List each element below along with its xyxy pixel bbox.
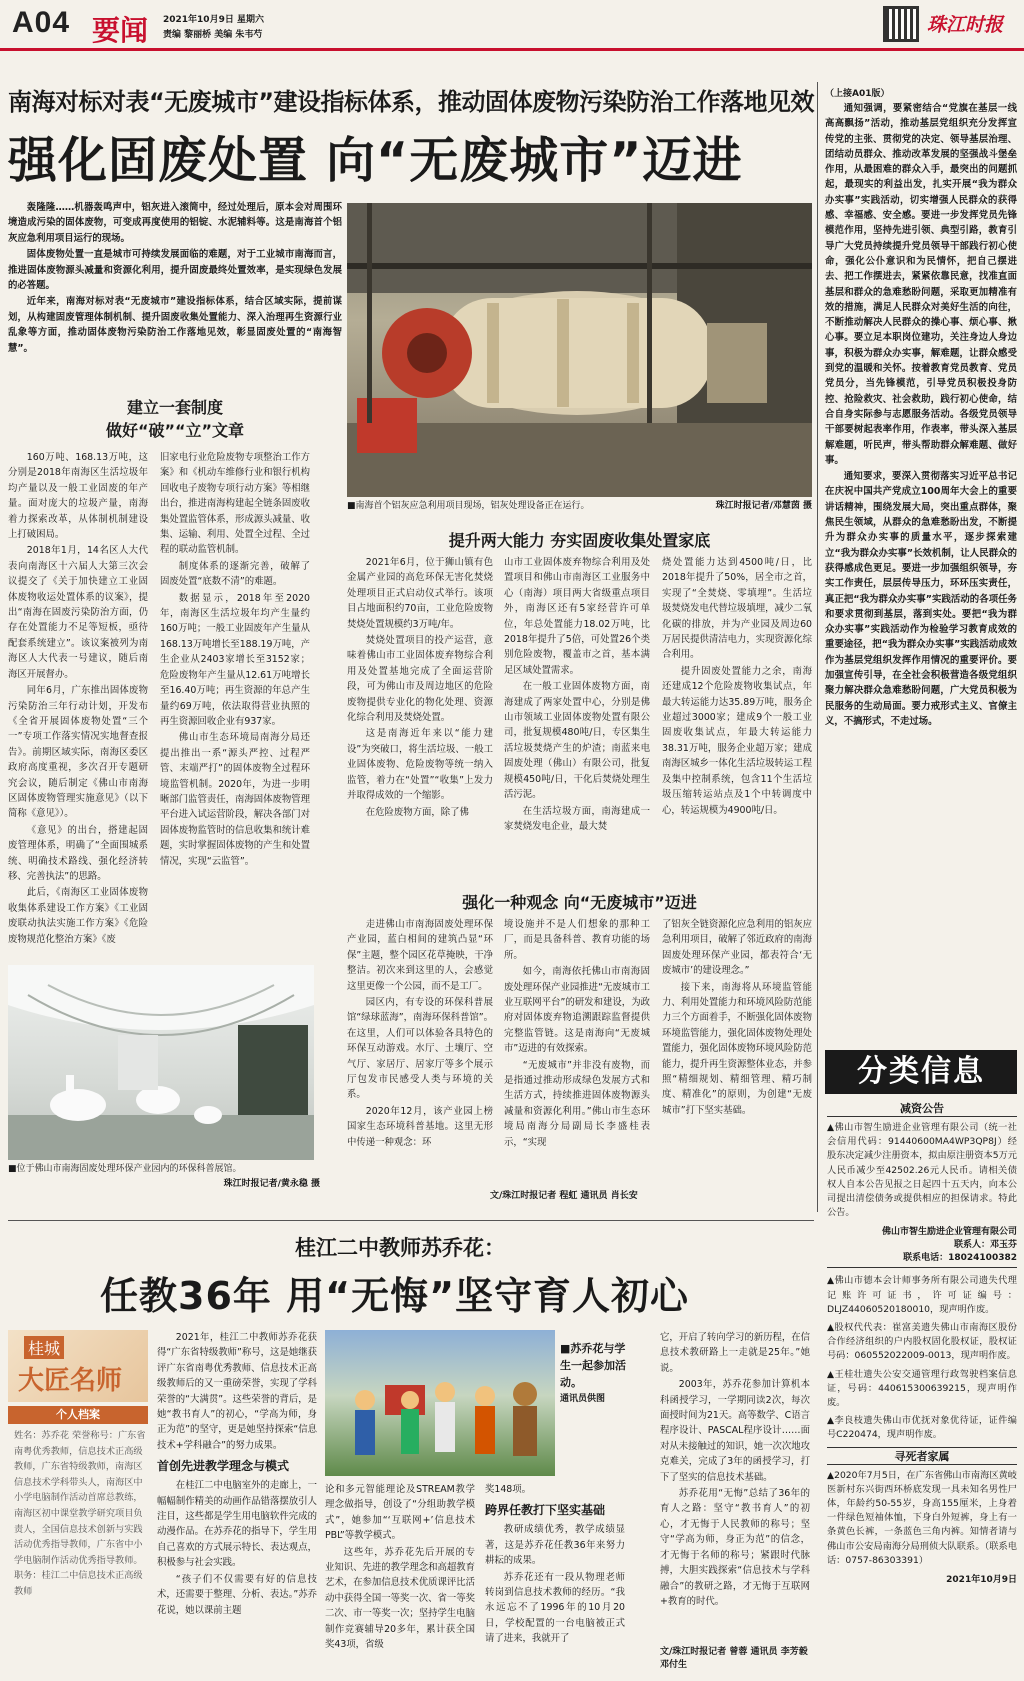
body-paragraph: 苏乔花用“无悔”总结了36年的育人之路：坚守“教书育人”的初心，才无悔于人民教师的称号；坚守“学高为师，身正为范”的信念，才无悔于名师的称号；紧跟时代脉搏，大胆实践探索“信息技术与学科融合”的教研之路，才无悔于互联网+教育的时代。 — [660, 1488, 810, 1607]
teacher-column-1 — [157, 1330, 317, 1619]
body-paragraph: 园区内，有专设的环保科普展馆“绿球蓝海”，南海环保科普馆”。在这里，人们可以体验各具特色的环保互动游戏。水厅、土壤厅、空气厅、家居厅、居家厅等多个展示厅包发市民感受人类与环境的关系。 — [347, 997, 493, 1101]
badge-line-1: 桂城 — [24, 1336, 64, 1359]
exhibit-illustration — [8, 965, 314, 1160]
lead-byline: 文/珠江时报记者 程虹 通讯员 肖长安 — [490, 1191, 638, 1201]
section1-column-1 — [8, 450, 148, 948]
lost-notice: ▲佛山市德本会计师事务所有限公司遗失代理记账许可证书，许可证编号：DLJZ44060520180010，现声明作废。 — [827, 1275, 1017, 1315]
page-number: A04 — [12, 6, 71, 39]
photo2-caption — [8, 1163, 318, 1176]
body-paragraph: “孩子们不仅需要有好的信息技术，还需要于整理、分析、表达。”苏乔花说，她以课前主题 — [157, 1573, 317, 1616]
body-paragraph: 通知要求，要深入贯彻落实习近平总书记在庆祝中国共产党成立100周年大会上的重要讲话精神，围绕发展大局，突出重点群体，聚焦民生领域，从群众的急难愁盼出发，不断提升为群众办实事的质量水平，逐步探索建立“我为群众办实事”长效机制，让人民群众的获得感成色更足。要进一步加强组织领导，夯实工作责任，层层传导压力，环环压实责任，真正把“我为群众办实事”实践活动的各项任务和要求贯彻到基层，落到实处。要把“我为群众办实事”实践活动作为检验学习教育成效的重要途径，把“我为群众办实事”实践活动成效作为基层党组织发挥作用情况的重要评价。要加强宣传引导，在全社会积极营造各级党组织聚力解决群众急难愁盼问题，广大党员积极为民服务的生动局面。要力戒形式主义、官僚主义，不搞形式，不走过场。 — [825, 471, 1017, 727]
body-paragraph: 在危险废物方面，除了佛 — [365, 806, 469, 818]
teacher-subhead-2: 跨界任教打下坚实基础 — [485, 1503, 606, 1518]
teacher-photo-illustration — [325, 1330, 555, 1476]
notice-sign: 佛山市智生励进企业管理有限公司 — [881, 1227, 1017, 1238]
section2-column-3 — [662, 555, 812, 819]
profile-title: 个人档案 — [8, 1406, 148, 1424]
equipment-photo — [347, 203, 812, 497]
caption-marker: ■ — [8, 1164, 17, 1174]
body-paragraph: 2021年6月，位于狮山镇有色金属产业园的高危环保无害化焚烧处理项目正式启动仪式举行。该项目占地面积约70亩，工业危险废物焚烧处置规模约3万吨/年。 — [347, 557, 493, 630]
notice-text: ▲佛山市智生励进企业管理有限公司（统一社会信用代码：91440600MA4WP3QP8J）经股东决定减少注册资本，拟由原注册资本5万元人民币减少至42502.26元人民币。请相关债权人自本公告见报之日起四十五天内，向本公司提出清偿债务或提供相应的担保请求。特此公告。 — [827, 1122, 1017, 1219]
body-paragraph: 接下来，南海将从环境监管能力、利用处置能力和环境风险防范能力三个方面着手，不断强化固体废物环境监管能力，强化固体废物处理处置能力，强化固体废物环境风险防范能力，提升再生资源整体业态，并参照“精细规划、精细管理、精巧制度、精准化”的原则，为创建“无废城市”打下坚实基础。 — [662, 981, 813, 1116]
body-paragraph: 走进佛山市南海固废处理环保产业园，蓝白相间的建筑凸显“环保”主题，整个园区花草掩映，干净整洁。初次来到这里的人，会感觉这里更像一个公园，而不是工厂。 — [347, 919, 493, 992]
photo2-caption-text: 位于佛山市南海固废处理环保产业园内的环保科普展馆。 — [16, 1164, 242, 1174]
intro-paragraph: 轰隆隆……机器轰鸣声中，铝灰进入滚筒中，经过处理后，原本会对周围环境造成污染的固体废物，可变成再度使用的铝锭、水泥辅料等。这是南海首个铝灰应急利用项目运行的现场。 — [8, 202, 342, 244]
lead-intro — [8, 200, 342, 357]
body-paragraph: 这是南海近年来以“能力建设”为突破口，将生活垃圾、一般工业固体废物、危险废物等统一纳入监管，着力在“处置”“收集”上发力并取得成效的一个缩影。 — [347, 728, 493, 802]
qr-code-icon — [883, 6, 919, 42]
notice-title: 减资公告 — [827, 1100, 1017, 1117]
body-paragraph: 提升固废处置能力之余，南海还建成12个危险废物收集试点，年最大转运能力达35.89万吨，服务企业超过3000家；建成9个一般工业固废收集试点，年最大转运能力38.31万吨，服务企业超万家；建成南海区城乡一体化生活垃圾转运工程及集中控制系统，包含11个生活垃圾压缩转运站点及1个中转调度中心，转运规模为4900吨/日。 — [662, 665, 813, 816]
body-paragraph: 它，开启了转向学习的新历程，在信息技术教研路上一走就是25年。”她说。 — [660, 1332, 811, 1374]
body-paragraph: 焚烧处置项目的投产运营，意味着佛山市工业固体废弃物综合利用及处置基地完成了全面运营阶段，可为佛山市及周边地区的危险废物提供专业化的物化处理、资源化综合利用及焚烧处置。 — [347, 635, 493, 724]
column-divider — [817, 82, 818, 1212]
body-paragraph: 教研成绩优秀，教学成绩显著，这是苏乔花任教36年来努力耕耘的成果。 — [485, 1524, 625, 1567]
body-paragraph: 佛山市生态环境局南海分局还提出推出一系“源头严控、过程严管、末端严打”的固体废物全过程环境监管机制。2020年，为进一步明晰部门监管责任，南海固体废物管理平台进入试运营阶段，解决各部门对固体废物监管时的信息收集和统计难题，实时掌握固体废物的产生和处置情况，实现“云监管”。 — [160, 732, 311, 867]
section3-column-1 — [347, 917, 493, 1151]
intro-paragraph: 近年来，南海对标对表“无废城市”建设指标体系，结合区域实际，提前谋划，从构建固废管理体制机制、提升固废收集处置能力、深入治理再生资源行业乱象等方面，推动固体废物污染防治工作落地见效，彰显固废处置的“南海智慧”。 — [8, 296, 342, 354]
body-paragraph: 如今，南海依托佛山市南海固废处理环保产业园推进“无废城市工业互联网平台”的研发和建设，为政府对固体废弃物追溯跟踪监督提供完整监管链。这是南海向“无废城市”迈进的有效探索。 — [504, 966, 650, 1055]
caption-marker: ■ — [560, 1342, 571, 1355]
teacher-photo-caption-text: 苏乔花与学生一起参加活动。 — [560, 1342, 626, 1389]
body-paragraph: 此后，《南海区工业固体废物收集体系建设工作方案》《工业固废联动执法实施工作方案》《危险废物规范化整治方案》《废 — [8, 887, 148, 945]
body-paragraph: 境设施并不是人们想象的那种工厂，而是具备科普、教育功能的场所。 — [504, 919, 650, 961]
body-paragraph: 《意见》的出台，搭建起固废管理体系，明确了“全面围城系统、明确技术路线、强化经济转移、完善执法”的思路。 — [8, 824, 148, 882]
right-column-text — [825, 101, 1017, 730]
body-paragraph: 这些年，苏乔花先后开展的专业知识、先进的教学理念和高超教育艺术，在参加信息技术优质课评比活动中获得全国一等奖一次、省一等奖二次、市一等奖一次；坚持学生电脑制作竞赛辅导20多年，累计获全国奖43项，省级 — [325, 1546, 476, 1651]
body-paragraph: 2021年，桂江二中教师苏乔花获得“广东省特级教师”称号，这是她继获评广东省南粤优秀教师、信息技术正高级教师后的又一重磅荣誉，实现了学科荣誉的“大满贯”。这些荣誉的背后，是她“教书育人”的初心，“学高为师，身正为范”的坚守，更是她坚持探索“信息技术+学科融合”的努力成果。 — [157, 1332, 317, 1451]
profile-text: 姓名：苏乔花 荣誉称号：广东省南粤优秀教师，信息技术正高级教师，广东省特级教师，南海区信息技术学科带头人，南海区中小学电脑制作活动首席总教练，南海区初中课堂教学研究项目负责人，全国信息技术创新与实践活动优秀指导教师，广东省中小学电脑制作活动优秀指导教师。 职务：桂江二中信息技术正高级教师 — [14, 1430, 146, 1597]
editors-line: 责编 黎丽桥 美编 朱韦芍 — [163, 30, 263, 40]
section2-column-1 — [347, 555, 493, 821]
section3-column-3 — [662, 917, 812, 1119]
photo1-caption-text: 南海首个铝灰应急利用项目现场，铝灰处理设备正在运行。 — [355, 501, 590, 511]
teacher-column-4 — [660, 1330, 810, 1610]
body-paragraph: 2018年1月，14名区人大代表向南海区十六届人大第三次会议提交了《关于加快建立工业固体废物收运处置体系的议案》，提出“南海在固废污染防治方面，仍存在处置能力不足等短板，亟待配套系统建立”。该议案被列为南海区人大代表一号建议，随后南海区开展督办。 — [8, 545, 148, 680]
body-paragraph: 了铝灰全链资源化应急利用的铝灰应急利用项目，破解了邻近政府的南海固废处理环保产业园，都表符合‘无废城市’的建设理念。” — [662, 919, 813, 977]
photo1-credit: 珠江时报记者/邓慧茵 摄 — [715, 501, 812, 511]
photo2-credit: 珠江时报记者/黄永稳 摄 — [223, 1179, 320, 1189]
exhibit-hall-photo — [8, 965, 314, 1160]
body-paragraph: 在桂江二中电脑室外的走廊上，一幅幅制作精美的动画作品错落摆放引人注目，这些都是学生用电脑软件完成的动漫作品。在苏乔花的指导下，学生用自己喜欢的方式展示特长、表达观点，积极参与社会实践。 — [157, 1480, 317, 1569]
subhead-line: 建立一套制度 — [126, 398, 223, 417]
body-paragraph: 旧家电行业危险废物专项整治工作方案》和《机动车维修行业和银行机构回收电子废物专项行动方案》等相继出台，推进南海构建起全链条固废收集处置监管体系，形成源头减量、收集、运输、利用、处置全过程、全过程的联动监管机制。 — [160, 452, 311, 556]
body-paragraph: 160万吨、168.13万吨，这分别是2018年南海区生活垃圾年均产量以及一般工业固废的年产量。面对庞大的垃圾产量，南海着力探索改革，从体制机制建设上打破困局。 — [8, 452, 148, 541]
section3-subhead: 强化一种观念 向“无废城市”迈进 — [462, 893, 697, 912]
body-paragraph: 山市工业固体废弃物综合利用及处置项目和佛山市南海区工业服务中心（南海）项目两大省级重点项目外，南海区还有5家经营许可单位，年总处置能力18.02万吨，比2018年提升了5倍，可处置26个类别危险废物，覆盖市之首，基本满足区域处置需求。 — [504, 557, 650, 676]
lead-kicker: 南海对标对表“无废城市”建设指标体系，推动固体废物污染防治工作落地见效 — [8, 88, 815, 116]
body-paragraph: 奖148项。 — [485, 1484, 532, 1495]
body-paragraph: 通知强调，要紧密结合“党旗在基层一线高高飘扬”活动，推动基层党组织充分发挥宣传党的主张、贯彻党的决定、领导基层治理、团结动员群众、推动改革发展的坚强战斗堡垒作用，从最困难的群众入手，最突出的问题抓起，最现实的利益出发，扎实开展“我为群众办实事”实践活动，切实增强人民群众的获得感、幸福感、安全感。要进一步发挥党员先锋模范作用，坚持先进引领、典型引路，教育引导广大党员持续提升党员领导干部践行初心使命，强化公仆意识和为民情怀，把自己摆进去、把工作摆进去，紧紧依靠民意，找准直面基层和群众的急难愁盼问题，采取更加精准有效的措施，满足人民群众对美好生活的向往，不断推动解决人民群众的操心事、烦心事、揪心事。要立足本职岗位建功，关注身边人身边事，积极为群众办实事，解难题，让群众感受到党的温暖和关怀。按着教育党员教育、党员党员分，当先锋模范，引导党员积极投身防控、抢险救灾、社会救助，践行初心使命，结合自身实际参与志愿服务活动。各级党员领导干部要树起表率作用，作表率，带头深入基层解难题，听民声，带头帮助群众解难题、做好事。 — [825, 103, 1017, 466]
date-line: 2021年10月9日 星期六 — [163, 15, 264, 25]
masthead-rule — [0, 48, 1024, 51]
body-paragraph: 在生活垃圾方面，南海建成一家焚烧发电企业，最大焚 — [504, 805, 650, 832]
body-paragraph: “无废城市”并非没有废物，而是指通过推动形成绿色发展方式和生活方式，持续推进固体废物源头减量和资源化利用。”佛山市生态环境局南海分局副局长李盛桂表示，“实现 — [504, 1059, 650, 1148]
section2-subhead: 提升两大能力 夯实固废收集处置家底 — [448, 531, 711, 550]
continued-note: （上接A01版） — [825, 89, 890, 99]
notice-contact: 联系人：邓玉芬 — [953, 1240, 1017, 1251]
section1-column-2 — [160, 450, 310, 870]
teacher-kicker: 桂江二中教师苏乔花： — [295, 1236, 505, 1260]
column-badge — [8, 1330, 148, 1402]
family-date: 2021年10月9日 — [946, 1575, 1017, 1586]
body-paragraph: 同年6月，广东推出固体废物污染防治三年行动计划，开发布《全省开展固体废物处置“三个一”专项工作落实情况实地督查报告》。前期区域实际，南海区委区政府高度重视，多次召开专题研究会议，随后制定《佛山市南海区固体废物管理实施意见》（以下简称《意见》）。 — [8, 685, 148, 820]
body-paragraph: 2003年，苏乔花参加计算机本科函授学习，一学期同读2次，每次面授时间为21天。高等数学、C语言程序设计、PASCAL程序设计……面对从未接触过的知识，她一次次地攻克难关，完成了3年的函授学习，打下了坚实的信息技术基础。 — [660, 1379, 811, 1483]
intro-paragraph: 固体废物处置一直是城市可持续发展面临的难题，对于工业城市南海而言，推进固体废物源头减量和资源化利用，提升固废最终处置效率，是实现绿色发展的必答题。 — [8, 249, 342, 292]
lost-notice: ▲股权代代表：崔富美遗失佛山市南海区股份合作经济组织的户内股权固化股权证，股权证号码：060552022009-0013，现声明作废。 — [827, 1322, 1017, 1362]
teacher-subhead-1: 首创先进教学理念与模式 — [157, 1459, 290, 1474]
body-paragraph: 烧处置能力达到4500吨/日，比2018年提升了50%，居全市之首，实现了“全焚烧、零填埋”。生活垃圾焚烧发电代替垃圾填埋，减少二氧化碳的排放，并为产业园及周边60万居民提供清洁电力，实现资源化综合利用。 — [662, 557, 813, 661]
lost-notice: ▲王桂壮遗失公安交通管理行政驾驶档案信息证，号码：440615300639215，现声明作废。 — [827, 1368, 1017, 1409]
teacher-activity-photo — [325, 1330, 555, 1476]
teacher-photo-caption — [560, 1340, 628, 1408]
teacher-byline: 文/珠江时报记者 曾蓉 通讯员 李芳毅 邓付生 — [660, 1647, 808, 1670]
section3-column-2 — [504, 917, 650, 1151]
teacher-photo-credit: 通讯员供图 — [560, 1394, 606, 1404]
caption-marker: ■ — [347, 501, 356, 511]
body-paragraph: 数据显示，2018年至2020年，南海区生活垃圾年均产生量约160万吨；一般工业固废年产生量从168.13万吨增长至188.19万吨，产生企业从2403家增长至3152家；危险废物年产生量从12.61万吨增长至16.40万吨；再生资源的年总产生量约69万吨，依法取得营业执照的再生资源回收企业有937家。 — [160, 592, 310, 727]
body-paragraph: 论和多元智能理论及STREAM教学理念做指导，创设了“分组助教学模式”，她参加“‘互联网+’信息技术PBL”等教学模式。 — [325, 1484, 475, 1542]
notice-phone: 联系电话：18024100382 — [827, 1250, 1017, 1268]
family-title: 寻死者家属 — [827, 1447, 1017, 1465]
classifieds-body — [827, 1100, 1017, 1585]
body-paragraph: 制度体系的逐渐完善，破解了固废处置“底数不清”的难题。 — [160, 560, 310, 588]
teacher-column-3 — [485, 1482, 625, 1648]
body-paragraph: 苏乔花还有一段从物理老师转岗到信息技术教师的经历。“我永远忘不了1996年的10月20日，学校配置的一台电脑被正式请了进来，我就开了 — [485, 1571, 625, 1645]
body-paragraph: 在一般工业固体废物方面，南海建成了两家处置中心，分别是佛山市领域工业固体废物处置有限公司，批复规模480吨/日，专区集生活垃圾焚烧产生的炉渣；南蓝来电固废处理（佛山）有限公司，批复规模450吨/日，干化后焚烧处理生活污泥。 — [504, 681, 650, 801]
section2-column-2 — [504, 555, 650, 835]
equipment-illustration — [347, 203, 812, 497]
family-text: ▲2020年7月5日，在广东省佛山市南海区黄岐医新村东兴街西环桥底发现一具未知名男性尸体，年龄约50-55岁，身高155厘米，上身着一件绿色短袖体恤，下身白外短裤，身上有一条黄色长裤，一条蓝色三角内裤。知情者请与佛山市公安局南海分局刑侦大队联系。（联系电话：0757-86303391） — [827, 1469, 1017, 1566]
section1-subhead — [8, 395, 342, 441]
section-rule — [8, 1220, 814, 1221]
subhead-line: 做好“破”“立”文章 — [105, 421, 245, 440]
paper-name-logo: 珠江时报 — [927, 14, 1004, 36]
lead-headline: 强化固废处置 向“无废城市”迈进 — [8, 132, 743, 189]
body-paragraph: 2020年12月，该产业园上榜国家生态环境科普基地。这里无形中传递一种观念：环 — [347, 1105, 493, 1148]
teacher-column-2 — [325, 1482, 475, 1653]
lost-notice: ▲李良枝遗失佛山市优抚对象优待证，证件编号C220474，现声明作废。 — [827, 1415, 1017, 1441]
photo1-caption — [347, 500, 812, 513]
teacher-headline: 任教36年 用“无悔”坚守育人初心 — [100, 1274, 690, 1318]
classifieds-banner: 分类信息 — [825, 1050, 1017, 1094]
section-name: 要闻 — [92, 14, 149, 47]
badge-line-2: 大匠名师 — [18, 1366, 123, 1396]
